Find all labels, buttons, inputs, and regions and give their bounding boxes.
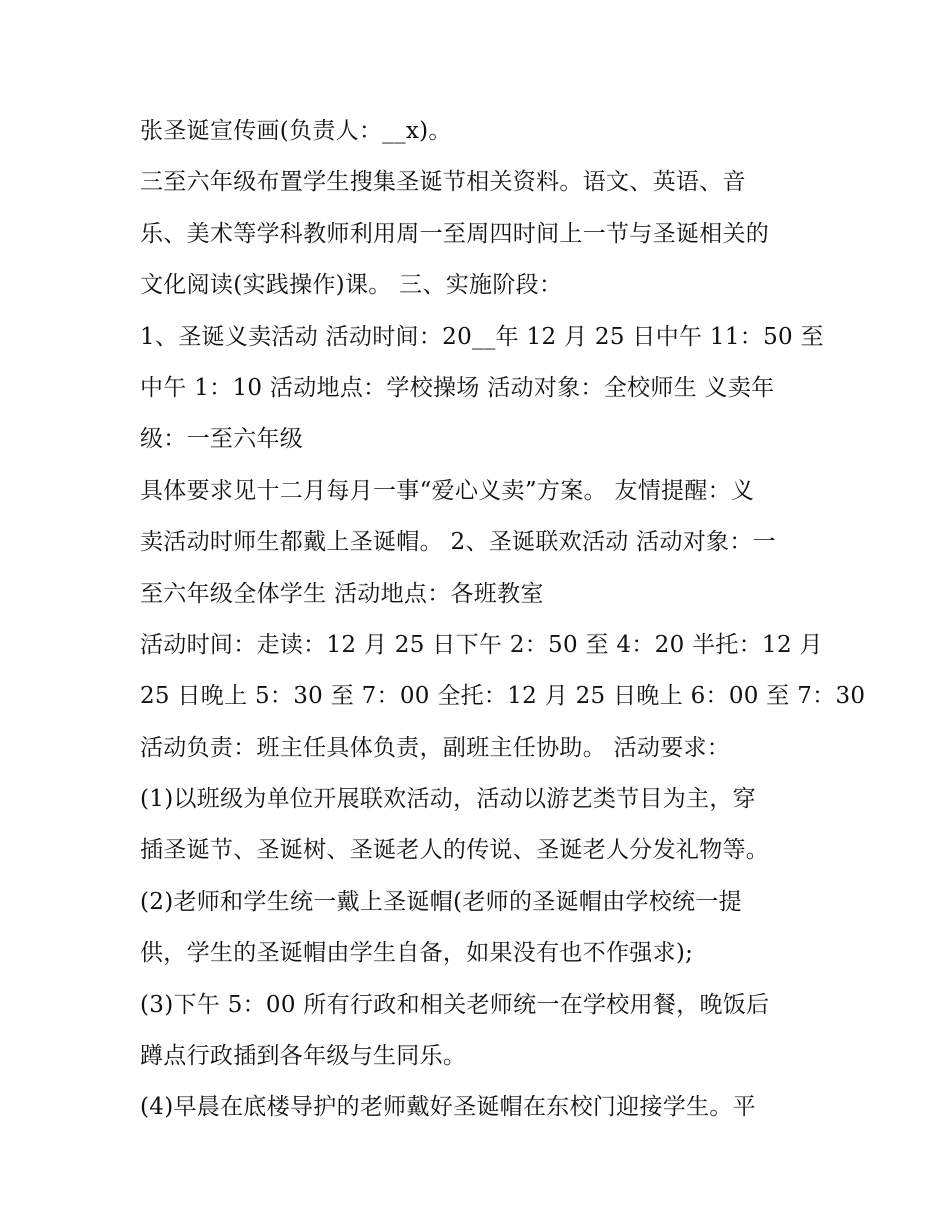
text-line: 三至六年级布置学生搜集圣诞节相关资料。语文、英语、音: [140, 169, 746, 196]
text-line: (3)下午 5：00 所有行政和相关老师统一在学校用餐，晚饭后: [140, 991, 770, 1018]
text-line: 供，学生的圣诞帽由学生自备，如果没有也不作强求);: [140, 940, 694, 967]
text-line: (4)早晨在底楼导护的老师戴好圣诞帽在东校门迎接学生。平: [140, 1094, 756, 1121]
text-line: 至六年级全体学生 活动地点：各班教室: [140, 580, 544, 607]
text-line: 插圣诞节、圣诞树、圣诞老人的传说、圣诞老人分发礼物等。: [140, 837, 770, 864]
text-line: 乐、美术等学科教师利用周一至周四时间上一节与圣诞相关的: [140, 220, 770, 247]
text-line: (1)以班级为单位开展联欢活动，活动以游艺类节目为主，穿: [140, 786, 756, 813]
text-line: 文化阅读(实践操作)课。 三、实施阶段：: [140, 272, 563, 299]
text-line: 中午 1：10 活动地点：学校操场 活动对象：全校师生 义卖年: [140, 374, 775, 401]
document-body: [140, 106, 866, 1134]
text-line: 活动时间：走读：12 月 25 日下午 2：50 至 4：20 半托：12 月: [140, 631, 823, 658]
text-line: 1、圣诞义卖活动 活动时间：20__年 12 月 25 日中午 11：50 至: [140, 323, 824, 350]
text-line: 蹲点行政插到各年级与生同乐。: [140, 1043, 467, 1070]
text-line: 活动负责：班主任具体负责，副班主任协助。 活动要求：: [140, 734, 731, 761]
text-line: (2)老师和学生统一戴上圣诞帽(老师的圣诞帽由学校统一提: [140, 888, 742, 915]
text-line: 25 日晚上 5：30 至 7：00 全托：12 月 25 日晚上 6：00 至 7：30: [140, 683, 866, 710]
text-line: 具体要求见十二月每月一事“爱心义卖”方案。 友情提醒：义: [140, 477, 755, 504]
text-line: 卖活动时师生都戴上圣诞帽。 2、圣诞联欢活动 活动对象：一: [140, 529, 776, 556]
text-line: 张圣诞宣传画(负责人：__x)。: [140, 118, 452, 144]
text-line: 级：一至六年级: [140, 426, 304, 453]
